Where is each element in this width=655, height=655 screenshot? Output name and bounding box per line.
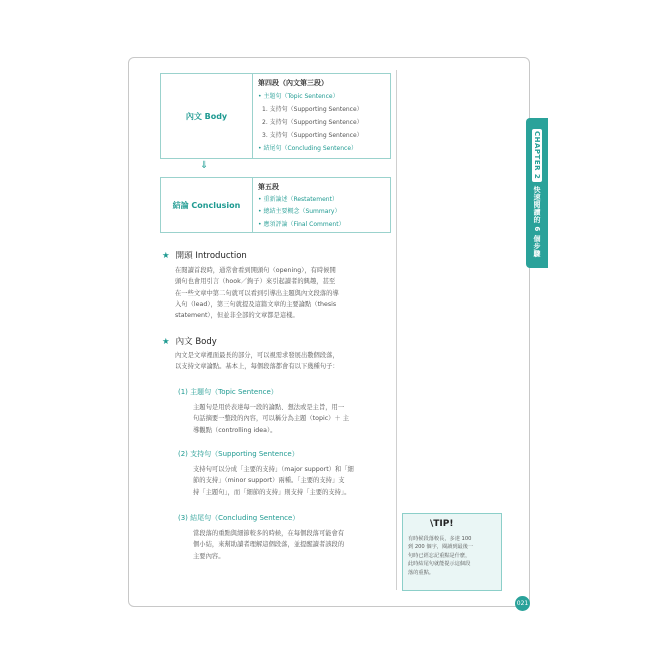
para-line: 持「主題句」，而「細節的支持」則支持「主要的支持」。 bbox=[193, 488, 351, 496]
para-line: 個小結，來幫助讀者理解這個段落，並提醒讀者該段的 bbox=[193, 541, 345, 549]
box-line: 2. 支持句（Supporting Sentence） bbox=[262, 119, 363, 126]
para-line: 當段落的重點與細節較多的時候，在每個段落可能會有 bbox=[193, 530, 345, 537]
conclusion-structure-box bbox=[160, 177, 391, 233]
box-left-label: 內文 Body bbox=[161, 74, 253, 158]
para-line: 在一些文章中第二句就可以看到引導出主題與內文段落的導 bbox=[175, 289, 339, 297]
box-line: • 結尾句（Concluding Sentence） bbox=[258, 145, 358, 152]
heading-text: 內文 Body bbox=[175, 337, 217, 347]
chapter-label: CHAPTER 2 bbox=[533, 131, 541, 180]
section-heading bbox=[162, 335, 217, 347]
para-line: 節的支持」（minor support）兩種。「主要的支持」支 bbox=[193, 477, 345, 485]
star-icon: ★ bbox=[162, 251, 170, 261]
subheading: (1) 主題句（Topic Sentence） bbox=[178, 388, 278, 396]
intro-paragraph bbox=[175, 265, 390, 321]
box-line: • 應須評論（Final Comment） bbox=[258, 220, 345, 228]
box-line: • 總結主要概念（Summary） bbox=[258, 208, 341, 215]
subheading: (3) 結尾句（Concluding Sentence） bbox=[178, 514, 300, 522]
column-divider bbox=[396, 70, 397, 590]
tip-line: 落的重點。 bbox=[408, 569, 434, 576]
tip-line: 此時結尾句就能提示這個段 bbox=[408, 561, 471, 568]
sub-paragraph bbox=[193, 464, 391, 498]
para-line: 在閱讀首段時，通常會看到開頭句（opening），有時候開 bbox=[175, 267, 336, 274]
para-line: 以支持文章論點。基本上，每個段落都會有以下幾種句子： bbox=[175, 363, 339, 371]
box-title: 第四段（內文第三段） bbox=[258, 79, 328, 87]
sub-paragraph bbox=[193, 402, 391, 436]
tip-text bbox=[408, 535, 496, 577]
tip-heading: \TIP! bbox=[430, 519, 454, 529]
box-left-label: 結論 Conclusion bbox=[161, 178, 253, 232]
para-line: 支持句可以分成「主要的支持」（major support）和「細 bbox=[193, 466, 354, 473]
para-line: 入句（lead），第三句就提及這篇文章的主要論點（thesis bbox=[175, 300, 337, 308]
tip-line: 有時候段落較長，多達 100 bbox=[408, 536, 472, 542]
box-line: 1. 支持句（Supporting Sentence） bbox=[262, 106, 363, 113]
para-line: 主要內容。 bbox=[193, 552, 225, 560]
body-paragraph bbox=[175, 350, 390, 373]
para-line: statement），但並非全部的文章都是這樣。 bbox=[175, 312, 299, 320]
para-line: 句話摘要一整段的內容，可以稱分為主題（topic）＋ 主 bbox=[193, 415, 350, 423]
box-line: 3. 支持句（Supporting Sentence） bbox=[262, 132, 363, 139]
tip-line: 句時已經忘記重點是什麼， bbox=[408, 552, 471, 559]
para-line: 導觀點（controlling idea）。 bbox=[193, 426, 277, 434]
chapter-title: 快速閱讀的 6 個步驟 bbox=[533, 185, 541, 257]
down-arrow-icon: ⇓ bbox=[200, 160, 209, 171]
para-line: 頭句也會用引言（hook／鉤子）來引起讀者的興趣，甚至 bbox=[175, 278, 336, 286]
star-icon: ★ bbox=[162, 337, 170, 347]
para-line: 內文是文章裡面最長的部分，可以視需求發展出數個段落， bbox=[175, 352, 339, 359]
section-heading bbox=[162, 249, 247, 261]
box-title: 第五段 bbox=[258, 183, 279, 191]
para-line: 主題句是用於表達每一段的論點、想法或是主旨，用一 bbox=[193, 404, 345, 411]
box-line: • 主題句（Topic Sentence） bbox=[258, 93, 339, 100]
body-structure-box bbox=[160, 73, 391, 159]
box-line: • 重新論述（Restatement） bbox=[258, 195, 338, 203]
chapter-side-tab bbox=[526, 118, 548, 268]
heading-text: 開頭 Introduction bbox=[175, 251, 247, 261]
page-number: 021 bbox=[515, 596, 530, 611]
sub-paragraph bbox=[193, 528, 391, 562]
tip-line: 到 200 個字，閱讀到最後一 bbox=[408, 544, 474, 551]
subheading: (2) 支持句（Supporting Sentence） bbox=[178, 450, 299, 458]
